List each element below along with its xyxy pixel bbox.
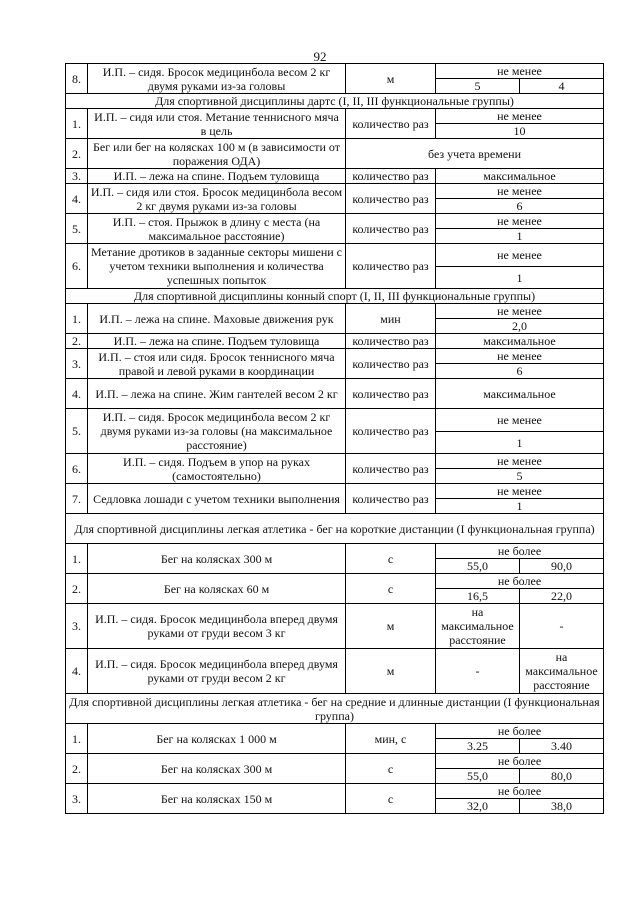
row-number: 2. bbox=[66, 334, 88, 349]
value-cell: 4 bbox=[520, 79, 604, 94]
unit-cell: количество раз bbox=[346, 349, 436, 379]
section-row bbox=[66, 289, 604, 304]
value-cell: 1 bbox=[436, 432, 604, 454]
exercise-cell: И.П. – стоя или сидя. Бросок теннисного мяча правой и левой руками в координации bbox=[88, 349, 346, 379]
value-cell: на максимальное расстояние bbox=[520, 649, 604, 694]
limit-header: не менее bbox=[436, 109, 604, 124]
exercise-cell: И.П. – лежа на спине. Подъем туловища bbox=[88, 169, 346, 184]
value-cell: 38,0 bbox=[520, 799, 604, 814]
row-number: 8. bbox=[66, 64, 88, 94]
unit-cell: мин bbox=[346, 304, 436, 334]
value-cell: 1 bbox=[436, 229, 604, 244]
row-number: 3. bbox=[66, 349, 88, 379]
table-row bbox=[66, 724, 604, 739]
value-cell: максимальное bbox=[436, 334, 604, 349]
value-cell: 55,0 bbox=[436, 559, 520, 574]
row-number: 4. bbox=[66, 184, 88, 214]
exercise-cell: И.П. – сидя. Бросок медицинбола весом 2 кг двумя руками из-за головы (на максимальное расстояние) bbox=[88, 409, 346, 454]
value-cell: 16,5 bbox=[436, 589, 520, 604]
limit-header: не менее bbox=[436, 454, 604, 469]
value-cell: максимальное bbox=[436, 169, 604, 184]
exercise-cell: Бег на колясках 150 м bbox=[88, 784, 346, 814]
exercise-cell: И.П. – сидя. Бросок медицинбола весом 2 кг двумя руками из-за головы bbox=[88, 64, 346, 94]
row-number: 1. bbox=[66, 724, 88, 754]
table-row bbox=[66, 244, 604, 267]
table-row bbox=[66, 379, 604, 409]
exercise-cell: И.П. – сидя или стоя. Бросок медицинбола весом 2 кг двумя руками из-за головы bbox=[88, 184, 346, 214]
value-cell: 32,0 bbox=[436, 799, 520, 814]
unit-cell: количество раз bbox=[346, 409, 436, 454]
unit-cell: с bbox=[346, 784, 436, 814]
row-number: 3. bbox=[66, 604, 88, 649]
exercise-cell: И.П. – сидя или стоя. Метание теннисного мяча в цель bbox=[88, 109, 346, 139]
limit-header: не менее bbox=[436, 214, 604, 229]
value-cell: 55,0 bbox=[436, 769, 520, 784]
unit-cell: количество раз bbox=[346, 379, 436, 409]
limit-header: не менее bbox=[436, 184, 604, 199]
section-title: Для спортивной дисциплины легкая атлетика - бег на короткие дистанции (I функциональная группа) bbox=[66, 514, 604, 544]
value-cell: 6 bbox=[436, 199, 604, 214]
table-row bbox=[66, 304, 604, 319]
row-number: 5. bbox=[66, 214, 88, 244]
row-number: 2. bbox=[66, 139, 88, 169]
exercise-cell: Бег или бег на колясках 100 м (в зависимости от поражения ОДА) bbox=[88, 139, 346, 169]
row-number: 3. bbox=[66, 784, 88, 814]
value-cell: - bbox=[520, 604, 604, 649]
exercise-cell: И.П. – сидя. Бросок медицинбола вперед двумя руками от груди весом 2 кг bbox=[88, 649, 346, 694]
row-number: 2. bbox=[66, 574, 88, 604]
value-cell: 3.25 bbox=[436, 739, 520, 754]
limit-header: не менее bbox=[436, 304, 604, 319]
table-row bbox=[66, 454, 604, 469]
table-row bbox=[66, 169, 604, 184]
section-title: Для спортивной дисциплины конный спорт (I, II, III функциональные группы) bbox=[66, 289, 604, 304]
value-cell: 10 bbox=[436, 124, 604, 139]
exercise-cell: Бег на колясках 300 м bbox=[88, 544, 346, 574]
row-number: 4. bbox=[66, 649, 88, 694]
exercise-cell: Метание дротиков в заданные секторы мишени с учетом техники выполнения и количества успешных попыток bbox=[88, 244, 346, 289]
table-row bbox=[66, 784, 604, 799]
table-row bbox=[66, 409, 604, 432]
value-cell: 2,0 bbox=[436, 319, 604, 334]
exercise-cell: Бег на колясках 1 000 м bbox=[88, 724, 346, 754]
row-number: 2. bbox=[66, 754, 88, 784]
row-number: 6. bbox=[66, 244, 88, 289]
table-row bbox=[66, 184, 604, 199]
limit-header: не более bbox=[436, 574, 604, 589]
row-number: 1. bbox=[66, 544, 88, 574]
table-row bbox=[66, 544, 604, 559]
limit-header: не более bbox=[436, 754, 604, 769]
unit-cell: с bbox=[346, 544, 436, 574]
row-number: 5. bbox=[66, 409, 88, 454]
value-cell: 22,0 bbox=[520, 589, 604, 604]
limit-header: не менее bbox=[436, 484, 604, 499]
unit-cell: м bbox=[346, 64, 436, 94]
unit-cell: количество раз bbox=[346, 184, 436, 214]
exercise-cell: Бег на колясках 60 м bbox=[88, 574, 346, 604]
table-row bbox=[66, 484, 604, 499]
unit-cell: с bbox=[346, 574, 436, 604]
value-cell: 1 bbox=[436, 267, 604, 289]
unit-cell: количество раз bbox=[346, 169, 436, 184]
value-cell: 5 bbox=[436, 79, 520, 94]
row-number: 4. bbox=[66, 379, 88, 409]
exercise-cell: Бег на колясках 300 м bbox=[88, 754, 346, 784]
limit-header: не менее bbox=[436, 244, 604, 267]
exercise-cell: И.П. – лежа на спине. Маховые движения рук bbox=[88, 304, 346, 334]
section-title: Для спортивной дисциплины легкая атлетика - бег на средние и длинные дистанции (I функциональная группа) bbox=[66, 694, 604, 724]
limit-header: не менее bbox=[436, 349, 604, 364]
table-row bbox=[66, 334, 604, 349]
exercise-cell: И.П. – сидя. Бросок медицинбола вперед двумя руками от груди весом 3 кг bbox=[88, 604, 346, 649]
row-number: 1. bbox=[66, 109, 88, 139]
value-cell: 80,0 bbox=[520, 769, 604, 784]
value-cell: 3.40 bbox=[520, 739, 604, 754]
table-row bbox=[66, 109, 604, 124]
section-title: Для спортивной дисциплины дартс (I, II, III функциональные группы) bbox=[66, 94, 604, 109]
table-row bbox=[66, 214, 604, 229]
value-cell: 5 bbox=[436, 469, 604, 484]
table-row bbox=[66, 754, 604, 769]
value-cell: - bbox=[436, 649, 520, 694]
row-number: 6. bbox=[66, 454, 88, 484]
exercise-cell: И.П. – сидя. Подъем в упор на руках (самостоятельно) bbox=[88, 454, 346, 484]
unit-cell: м bbox=[346, 604, 436, 649]
value-cell: 90,0 bbox=[520, 559, 604, 574]
exercise-cell: И.П. – стоя. Прыжок в длину с места (на максимальное расстояние) bbox=[88, 214, 346, 244]
table-row bbox=[66, 349, 604, 364]
unit-cell: мин, с bbox=[346, 724, 436, 754]
limit-header: не более bbox=[436, 784, 604, 799]
limit-header: не менее bbox=[436, 64, 604, 79]
exercise-cell: Седловка лошади с учетом техники выполнения bbox=[88, 484, 346, 514]
exercise-cell: И.П. – лежа на спине. Подъем туловища bbox=[88, 334, 346, 349]
section-row bbox=[66, 694, 604, 724]
exercise-cell: И.П. – лежа на спине. Жим гантелей весом 2 кг bbox=[88, 379, 346, 409]
limit-header: не менее bbox=[436, 409, 604, 432]
table-row bbox=[66, 649, 604, 694]
unit-cell: количество раз bbox=[346, 244, 436, 289]
unit-cell: с bbox=[346, 754, 436, 784]
limit-header: не более bbox=[436, 544, 604, 559]
value-cell: 6 bbox=[436, 364, 604, 379]
table-row bbox=[66, 604, 604, 649]
unit-cell: количество раз bbox=[346, 484, 436, 514]
page-number: 92 bbox=[313, 49, 327, 64]
section-row bbox=[66, 514, 604, 544]
row-number: 3. bbox=[66, 169, 88, 184]
table-row bbox=[66, 139, 604, 169]
unit-cell: количество раз bbox=[346, 334, 436, 349]
unit-cell: количество раз bbox=[346, 109, 436, 139]
table-row bbox=[66, 64, 604, 79]
unit-cell: количество раз bbox=[346, 214, 436, 244]
merged-cell: без учета времени bbox=[346, 139, 604, 169]
row-number: 1. bbox=[66, 304, 88, 334]
table-row bbox=[66, 574, 604, 589]
unit-cell: м bbox=[346, 649, 436, 694]
row-number: 7. bbox=[66, 484, 88, 514]
value-cell: 1 bbox=[436, 499, 604, 514]
limit-header: не более bbox=[436, 724, 604, 739]
unit-cell: количество раз bbox=[346, 454, 436, 484]
section-row bbox=[66, 94, 604, 109]
standards-table bbox=[65, 63, 604, 814]
value-cell: на максимальное расстояние bbox=[436, 604, 520, 649]
value-cell: максимальное bbox=[436, 379, 604, 409]
